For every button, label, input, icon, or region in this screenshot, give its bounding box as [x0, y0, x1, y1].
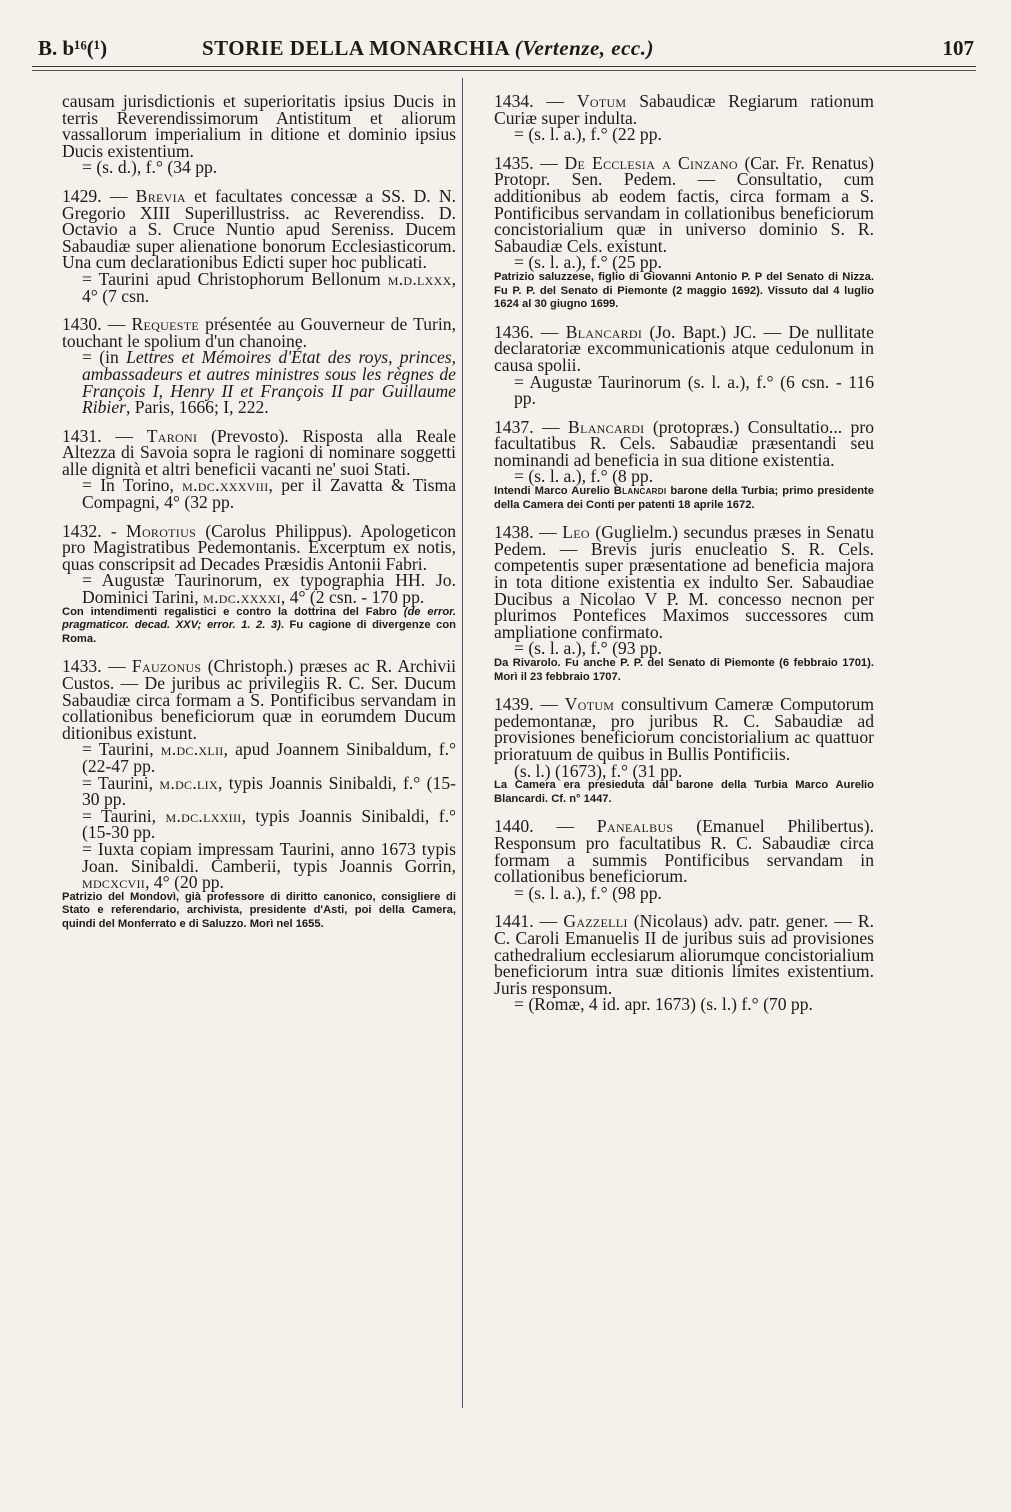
- right-column: [494, 93, 874, 1025]
- entry-heading: Gazzelli: [563, 911, 628, 932]
- imprint-date: m.dc.lix: [159, 772, 218, 793]
- entry-text: (Jo. Bapt.) JC. — De nullitate declaratoriæ excommunicationis atque cedulonum in causa spolii.: [494, 321, 874, 375]
- note-text: Intendi Marco Aurelio: [494, 485, 614, 498]
- entry-number: 1437.: [494, 416, 534, 437]
- note-text-end: . Fu cagione di divergenze con Roma.: [62, 619, 456, 645]
- entry-text: (Nicolaus) adv. patr. gener. — R. C. Caroli Emanuelis II de juribus suis ad provisiones cathedralium ecclesiarum aliorumque concistorialium beneficiorum intra suæ ditionis limites existentium. Juris responsum.: [494, 911, 875, 998]
- entry-number: 1434.: [494, 91, 534, 111]
- imprint-date: m.dc.xlii: [160, 739, 224, 760]
- entry-number: 1429.: [62, 185, 102, 206]
- entry-number: 1438.: [494, 522, 534, 543]
- entry-imprint: (s. l.) (1673), f.° (31 pp.: [514, 760, 683, 781]
- imprint-date: m.dc.lxxiii: [165, 805, 242, 826]
- entry-imprint: [62, 838, 456, 893]
- entry-separator: —: [533, 522, 563, 543]
- entry-separator: —: [533, 152, 565, 173]
- imprint-text-end: , 4° (7 csn.: [82, 268, 456, 306]
- entry-1432: [62, 520, 456, 647]
- entry-imprint: [62, 347, 456, 418]
- entry-separator: —: [533, 321, 566, 342]
- entry-text: consultivum Cameræ Computorum pedemontanæ, pro juribus R. C. Sabaudiæ ad provisiones beneficiorum concistorialium ac quattuor prioratuum de quibus in Bullis Pontificiis.: [494, 694, 875, 764]
- entry-separator: —: [101, 185, 136, 206]
- entry-1433: [62, 658, 456, 931]
- header-rule: [32, 66, 976, 67]
- imprint-text: = In Torino,: [82, 475, 183, 496]
- entry-imprint: [62, 268, 456, 306]
- entry-separator: -: [101, 520, 126, 541]
- imprint-text-end: , typis Joannis Sinibaldi, f.° (15-30 pp.: [82, 805, 456, 843]
- entry-1438: [494, 524, 874, 684]
- entry-imprint: = (s. l. a.), f.° (93 pp.: [514, 638, 662, 659]
- entry-1430: [62, 316, 456, 416]
- entry-note: Da Rivarolo. Fu anche P. P. del Senato di Piemonte (6 febbraio 1701). Morì il 23 febbraio 1707.: [494, 657, 874, 683]
- imprint-text: = Iuxta copiam impressam Taurini, anno 1673 typis Joan. Sinibaldi. Camberii, typis Joannis Gorrin,: [82, 838, 456, 876]
- entry-heading: Fauzonus: [131, 656, 202, 677]
- header-rule-secondary: [32, 70, 976, 71]
- imprint-text-end: , typis Joannis Sinibaldi, f.° (15-30 pp.: [82, 772, 456, 810]
- entry-separator: —: [101, 656, 132, 677]
- entry-separator: —: [101, 425, 147, 446]
- entry-1440: [494, 818, 874, 901]
- imprint-text-end: , Paris, 1666; I, 222.: [125, 397, 269, 418]
- entry-heading: Votum: [576, 91, 627, 111]
- page-header: [32, 30, 978, 64]
- entry-note: Patrizio saluzzese, figlio di Giovanni Antonio P. P del Senato di Nizza. Fu P. P. del Senato di Piemonte (2 maggio 1692). Vissuto dal 4 luglio 1624 al 30 giugno 1699.: [494, 270, 874, 311]
- imprint-date: m.d.lxxx: [387, 268, 452, 289]
- entry-separator: —: [533, 694, 565, 715]
- entry-separator: —: [533, 911, 564, 932]
- entry-1437: [494, 416, 874, 513]
- note-italic: (de error. pragmaticor. decad. XXV; error. 1. 2. 3): [62, 605, 456, 632]
- entry-imprint: = (s. d.), f.° (34 pp.: [82, 157, 218, 178]
- imprint-text-end: , 4° (20 pp.: [145, 872, 224, 893]
- imprint-text: = Augustæ Taurinorum, ex typographia HH. Jo. Dominici Tarini,: [82, 570, 456, 608]
- left-column: [62, 93, 456, 944]
- entry-1431: [62, 425, 457, 513]
- entry-text: (protopræs.) Consultatio... pro facultatibus R. Cels. Sabaudiæ præsentandi seu nominandi ad beneficia in sua ditione existentia.: [494, 416, 874, 470]
- entry-imprint: [62, 475, 456, 513]
- imprint-text-end: , apud Joannem Sinibaldum, f.° (22-47 pp.: [82, 739, 456, 776]
- imprint-text: = Taurini,: [82, 772, 160, 793]
- imprint-text-end: , 4° (2 csn. - 170 pp.: [280, 587, 425, 608]
- entry-separator: —: [101, 314, 132, 335]
- entry-imprint: = Augustæ Taurinorum (s. l. a.), f.° (6 csn. - 116 pp.: [514, 371, 874, 409]
- entry-number: 1436.: [494, 321, 534, 342]
- imprint-date: m.dc.xxxviii: [182, 475, 269, 496]
- entry-number: 1433.: [62, 656, 102, 677]
- entry-heading: Brevia: [135, 185, 186, 206]
- imprint-text: = Taurini,: [82, 805, 166, 826]
- imprint-text: = Taurini apud Christophorum Bellonum: [82, 268, 388, 289]
- note-text: Con intendimenti regalistici e contro la dottrina del Fabro: [62, 605, 404, 618]
- entry-separator: —: [533, 416, 569, 437]
- entry-1441: [494, 913, 874, 1013]
- entry-text: (Prevosto). Risposta alla Reale Altezza di Savoia sopra le ragioni di nominare soggetti alle dignità et altri beneficii vacanti ne' suoi Stati.: [62, 425, 457, 479]
- note-name: Blancardi: [613, 485, 667, 498]
- entry-number: 1441.: [494, 911, 534, 932]
- entry-imprint: [62, 570, 456, 608]
- entry-1429: [62, 185, 457, 306]
- entry-number: 1440.: [494, 816, 534, 837]
- entry-heading: Morotius: [126, 520, 197, 541]
- entry-number: 1430.: [62, 314, 102, 335]
- signature-mark: B. b¹⁶(¹): [38, 36, 108, 60]
- entry-heading: Votum: [564, 694, 615, 715]
- entry-text: et facultates concessæ a SS. D. N. Gregorio XIII Superillustriss. ac Reverendiss. D. Octavio a S. Cruce Nuntio apud Sereniss. Ducem Sabaudiæ super alienatione bonorum Ecclesiasticorum. Una cum declarationibus Edicti super hoc publicati.: [62, 185, 457, 273]
- note-text-end: barone della Turbia; primo presidente della Camera dei Conti per patenti 18 aprile 1672.: [494, 485, 874, 511]
- entry-continued: [62, 93, 456, 176]
- entry-number: 1439.: [494, 694, 534, 715]
- entry-heading: De Ecclesia a Cinzano: [564, 152, 738, 173]
- entry-imprint: = (s. l. a.), f.° (8 pp.: [514, 466, 654, 487]
- entry-number: 1435.: [494, 152, 534, 173]
- page-number: 107: [942, 36, 974, 60]
- entry-heading: Panealbus: [596, 816, 674, 837]
- entry-note: [494, 485, 874, 512]
- entry-note: La Camera era presieduta dal barone della Turbia Marco Aurelio Blancardi. Cf. n° 1447.: [494, 779, 874, 805]
- entry-number: 1431.: [62, 425, 102, 446]
- running-title-main: STORIE DELLA MONARCHIA: [202, 36, 510, 60]
- imprint-date: mdcxcvii: [82, 872, 146, 893]
- entry-imprint: = (Romæ, 4 id. apr. 1673) (s. l.) f.° (70 pp.: [514, 994, 813, 1015]
- entry-note: Patrizio del Mondovì, già professore di diritto canonico, consigliere di Stato e referendario, archivista, presidente d'Asti, poi della Camera, quindi del Monferrato e di Saluzzo. Morì nel 1655.: [62, 890, 456, 930]
- entry-separator: —: [533, 91, 577, 111]
- entry-text: (Carolus Philippus). Apologeticon pro Magistratibus Pedemontanis. Excerptum ex notis, quas conscripsit ad Decades Præsidis Antonii Fabri.: [62, 520, 456, 574]
- entry-imprint: [62, 741, 456, 774]
- entry-imprint: [62, 772, 456, 810]
- entry-imprint: = (s. l. a.), f.° (22 pp.: [514, 124, 662, 145]
- entry-note: [62, 606, 456, 647]
- entry-1434: [494, 93, 874, 143]
- entry-text: (Car. Fr. Renatus) Protopr. Sen. Pedem. — Consultatio, cum additionibus ab eodem factis, circa formam a S. Pontificibus servandam in collationibus beneficiorum concistorialium quæ in universo dominio S. R. Sabaudiæ Cels. existunt.: [494, 152, 874, 256]
- imprint-text: = Taurini,: [82, 739, 161, 760]
- entry-text: (Guglielm.) secundus præses in Senatu Pedem. — Brevis juris enucleatio S. R. Cels. competentis super præsentatione ad beneficia majora in tota ditione existentia ex indulto Ser. Sabaudiae Ducibus a Nicolao V P. M. concesso necnon per plurimos Pontefices Maximos successores cum ampliatione confirmato.: [494, 522, 875, 642]
- entry-imprint: [62, 805, 456, 843]
- entry-1435: [494, 152, 874, 312]
- running-title-italic: (Vertenze, ecc.): [514, 36, 654, 60]
- imprint-date: m.dc.xxxxi: [203, 587, 281, 608]
- imprint-italic-title: Lettres et Mémoires d'État des roys, princes, ambassadeurs et autres ministres sous les règnes de François I, Henry II et François II par Guillaume Ribier: [82, 347, 456, 418]
- entry-text: Sabaudicæ Regiarum rationum Curiæ super indulta.: [494, 91, 874, 128]
- entry-1436: [494, 321, 874, 409]
- entry-text: (Emanuel Philibertus). Responsum pro facultatibus R. C. Sabaudiæ circa formam a summis Pontificibus servandam in collationibus beneficiorum.: [494, 816, 875, 887]
- entry-text: causam jurisdictionis et superioritatis ipsius Ducis in terris Reverendissimorum Antistitum et aliorum vassallorum imperialium in ditione et dominio ipsius Ducis existentium.: [62, 91, 456, 161]
- entry-separator: —: [533, 816, 597, 837]
- entry-imprint: = (s. l. a.), f.° (98 pp.: [514, 882, 662, 903]
- imprint-text: = (in: [82, 347, 127, 368]
- entry-heading: Blancardi: [568, 416, 645, 437]
- running-title: [202, 36, 654, 61]
- entry-text: (Christoph.) præses ac R. Archivii Custos. — De juribus ac privilegiis R. C. Ser. Ducum Sabaudiæ circa formam a S. Pontificibus servandam in collationibus beneficiorum quæ in eorumdem Ducum ditionibus existunt.: [62, 656, 456, 743]
- entry-imprint: = (s. l. a.), f.° (25 pp.: [514, 252, 662, 273]
- entry-heading: Blancardi: [565, 321, 643, 342]
- imprint-text-end: , per il Zavatta & Tisma Compagni, 4° (32 pp.: [82, 475, 456, 513]
- entry-number: 1432.: [62, 520, 102, 541]
- entry-text: présentée au Gouverneur de Turin, touchant le spolium d'un chanoine.: [62, 314, 457, 351]
- entry-1439: [494, 696, 874, 806]
- entry-heading: Leo: [562, 522, 590, 543]
- entry-heading: Taroni: [146, 425, 198, 446]
- entry-heading: Requeste: [131, 314, 199, 335]
- column-divider: [462, 78, 463, 1408]
